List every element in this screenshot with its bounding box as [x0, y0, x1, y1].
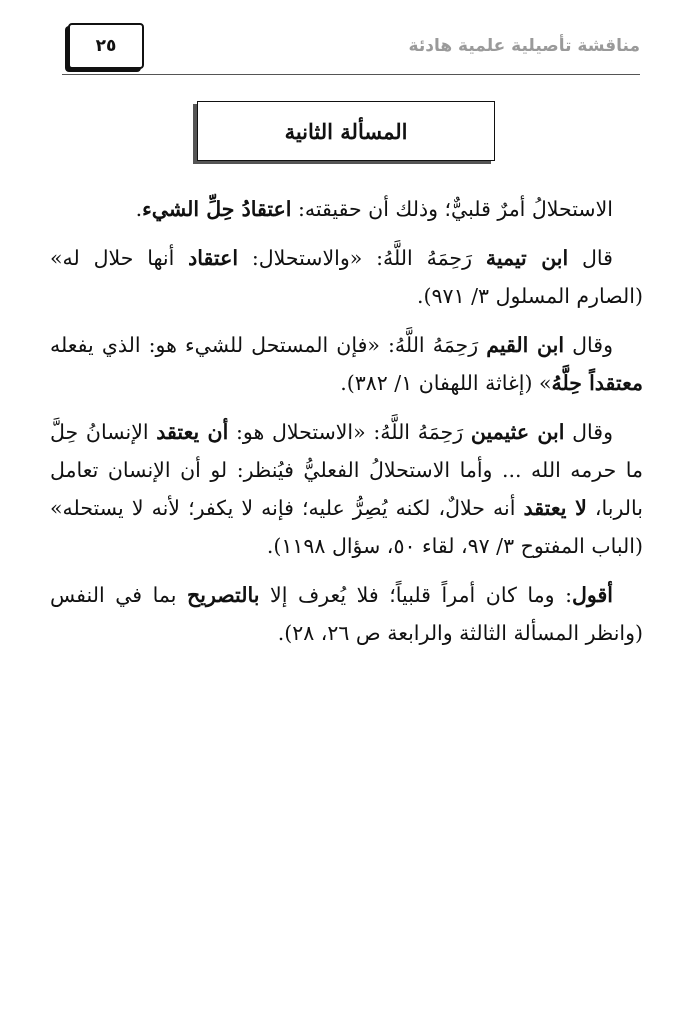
- text-run: بما في النفس (وانظر المسألة الثالثة والرابعة ص ٢٦، ٢٨).: [50, 583, 643, 645]
- bold-text: ابن عثيمين: [470, 420, 565, 444]
- paragraph: [50, 190, 643, 228]
- text-run: وقال: [564, 333, 613, 357]
- text-run: : وما كان أمراً قلبياً؛ فلا يُعرف إلا: [259, 583, 573, 607]
- text-run: رَحِمَهُ اللَّهُ: «الاستحلال هو:: [228, 420, 471, 444]
- bold-text: ابن القيم: [486, 333, 565, 357]
- paragraph: [50, 239, 643, 315]
- header-divider: [62, 74, 640, 75]
- text-run: الإنسانُ حِلَّ ما حرمه الله ... وأما الاستحلالُ الفعليُّ فيُنظر: لو أن الإنسان تعامل بالربا،: [50, 420, 643, 520]
- bold-text: أقول: [572, 583, 613, 607]
- text-run: قال: [568, 246, 613, 270]
- paragraph: [50, 413, 643, 565]
- text-run: أنها حلال له» (الصارم المسلول ٣/ ٩٧١).: [50, 246, 643, 308]
- paragraph: [50, 576, 643, 652]
- bold-text: ابن تيمية: [485, 246, 569, 270]
- section-title: المسألة الثانية: [284, 118, 408, 144]
- bold-text: معتقداً حِلَّهُ: [551, 371, 643, 395]
- bold-text: اعتقاد: [188, 246, 239, 270]
- bold-text: بالتصريح: [187, 583, 260, 607]
- text-run: رَحِمَهُ اللَّهُ: «فإن المستحل للشيء هو: الذي يفعله: [50, 333, 487, 357]
- page-number: ٢٥: [68, 23, 144, 69]
- bold-text: أن يعتقد: [156, 420, 229, 444]
- bold-text: لا يعتقد: [523, 496, 587, 520]
- page-header: [62, 18, 640, 78]
- text-run: الاستحلالُ أمرٌ قلبيٌّ؛ وذلك أن حقيقته:: [291, 197, 613, 221]
- section-title-box: [197, 101, 495, 161]
- text-run: » (إغاثة اللهفان ١/ ٣٨٢).: [340, 371, 552, 395]
- text-run: رَحِمَهُ اللَّهُ: «والاستحلال:: [238, 246, 486, 270]
- paragraph: [50, 326, 643, 402]
- text-run: .: [135, 197, 143, 221]
- running-title: مناقشة تأصيلية علمية هادئة: [408, 36, 640, 56]
- text-run: وقال: [564, 420, 613, 444]
- bold-text: اعتقادُ حِلِّ الشيء: [142, 197, 292, 221]
- body-text: [50, 190, 643, 652]
- text-run: أنه حلالٌ، لكنه يُصِرُّ عليه؛ فإنه لا يكفر؛ لأنه لا يستحله» (الباب المفتوح ٣/ ٩٧، لقاء ٥٠، سؤال ١١٩٨).: [50, 496, 643, 558]
